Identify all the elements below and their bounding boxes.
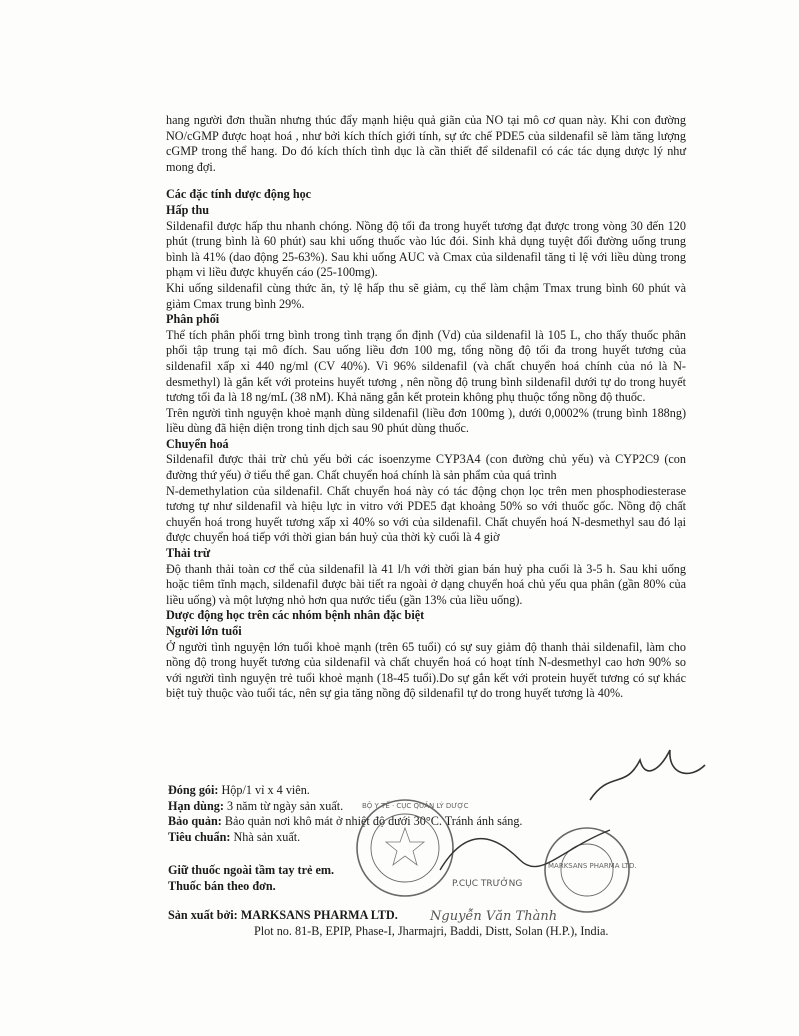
absorption-heading: Hấp thu (166, 202, 210, 217)
metabolism-heading: Chuyển hoá (166, 436, 229, 451)
manufacturer-label: Sản xuất bởi: (168, 908, 238, 922)
elderly-heading: Người lớn tuổi (166, 624, 242, 638)
special-populations-heading: Dược động học trên các nhóm bệnh nhân đặc biệt (166, 608, 425, 623)
manufacturer-line (168, 908, 398, 923)
distribution-paragraph-2: Trên người tình nguyện khoẻ mạnh dùng sildenafil (liều đơn 100mg ), dưới 0,0002% (trung bình 188ng) liều dùng đã hiện diện trong tinh dịch sau 90 phút dùng thuốc. (166, 405, 686, 436)
storage-label: Bảo quản: (168, 814, 222, 829)
intro-paragraph: hang người đơn thuần nhưng thúc đẩy mạnh hiệu quả giãn của NO tại mô cơ quan này. Khi con đường NO/cGMP được hoạt hoá , như bởi kích thích giới tính, sự ức chế PDE5 của sildenafil sẽ làm tăng lượng cGMP trong thể hang. Do đó kích thích tình dục là cần thiết để sildenafil có các tác dụng dược lý như mong đợi. (166, 113, 686, 174)
seal-left-text: BỘ Y TẾ · CỤC QUẢN LÝ DƯỢC (362, 802, 469, 810)
keep-away-warning: Giữ thuốc ngoài tầm tay trẻ em. (168, 863, 335, 878)
manufacturer-name: MARKSANS PHARMA LTD. (240, 908, 398, 922)
prescription-warning: Thuốc bán theo đơn. (168, 878, 276, 893)
packaging-label: Đóng gói: (168, 783, 219, 797)
expiry-label: Hạn dùng: (168, 798, 224, 813)
signer-role: P.CỤC TRƯỞNG (452, 879, 523, 889)
standard-value: Nhà sản xuất. (233, 829, 301, 844)
expiry-value: 3 năm từ ngày sản xuất. (226, 798, 344, 813)
distribution-paragraph-1: Thể tích phân phối trng bình trong tình trạng ổn định (Vd) của sildenafil là 105 L, cho thấy thuốc phân phối tập trung tại mô đích. Sau uống liều đơn 100 mg, tổng nồng độ tối đa trong huyết tương của sildenafil xấp xỉ 440 ng/ml (CV 40%). Vì 96% sildenafil (và chất chuyển hoá chính của nó là N-desmethyl) là gắn kết với proteins huyết tương , nên nồng độ trung bình sildenafil dưới tự do trong huyết tương tối đa là 18 ng/mL (38 nM). Khả năng gắn kết protein không phụ thuộc tổng nồng độ thuốc. (166, 327, 686, 405)
seal-right-text: MARKSANS PHARMA LTD. (548, 862, 637, 870)
storage-value: Bảo quản nơi khô mát ở nhiệt độ dưới 30°C. Tránh ánh sáng. (224, 814, 523, 829)
metabolism-paragraph-1: Sildenafil được thải trừ chủ yếu bởi các isoenzyme CYP3A4 (con đường chủ yếu) và CYP2C9 (con đường thứ yếu) ở tiểu thể gan. Chất chuyển hoá chính là sản phẩm của quá trình (166, 452, 686, 483)
excretion-paragraph: Độ thanh thải toàn cơ thể của sildenafil là 41 l/h với thời gian bán huỷ pha cuối là 3-5 h. Sau khi uống hoặc tiêm tĩnh mạch, sildenafil được bài tiết ra ngoài ở dạng chuyển hoá chủ yếu qua phân (gần 80% của liều uống) và một lượng nhỏ hơn qua nước tiểu (gần 13% của liều uống). (166, 561, 686, 607)
absorption-paragraph-2: Khi uống sildenafil cùng thức ăn, tỷ lệ hấp thu sẽ giảm, cụ thể làm chậm Tmax trung bình 60 phút và giảm Cmax trung bình 29%. (166, 280, 686, 311)
signer-name: Nguyễn Văn Thành (430, 909, 558, 924)
leaflet-body (166, 113, 686, 702)
packaging-line (168, 783, 688, 799)
product-info (168, 783, 688, 895)
storage-line (168, 814, 688, 830)
expiry-line (168, 799, 688, 815)
standard-line (168, 830, 688, 846)
standard-label: Tiêu chuẩn: (168, 829, 231, 844)
excretion-heading: Thải trừ (166, 546, 211, 561)
packaging-value: Hộp/1 vỉ x 4 viên. (221, 783, 310, 797)
manufacturer-address: Plot no. 81-B, EPIP, Phase-I, Jharmajri, Baddi, Distt, Solan (H.P.), India. (254, 924, 609, 938)
pk-heading: Các đặc tính dược động học (166, 187, 312, 202)
distribution-heading: Phân phối (166, 312, 220, 327)
metabolism-paragraph-2: N-demethylation của sildenafil. Chất chuyển hoá này có tác động chọn lọc trên men phosphodiesterase tương tự như sildenafil và hiệu lực in vitro với PDE5 đạt khoảng 50% so với thuốc gốc. Nồng độ chất chuyển hoá trong huyết tương xấp xỉ 40% so với của sildenafil. Chất chuyển hoá N-desmethyl sau đó lại được chuyển hoá tiếp với thời gian bán huỷ của thời kỳ cuối là 4 giờ (166, 483, 686, 545)
elderly-paragraph: Ở người tình nguyện lớn tuổi khoẻ mạnh (trên 65 tuổi) có sự suy giảm độ thanh thải sildenafil, làm cho nồng độ trong huyết tương của sildenafil và chất chuyển hoá có hoạt tính N-desmethyl cao hơn 90% so với người tình nguyện trẻ tuổi khoẻ mạnh (18-45 tuổi).Do sự gắn kết với protein huyết tương có sự khác biệt tuỳ thuộc vào tuổi tác, nên sự gia tăng nồng độ sildenafil tự do trong huyết tương là 40%. (166, 639, 686, 701)
absorption-paragraph-1: Sildenafil được hấp thu nhanh chóng. Nồng độ tối đa trong huyết tương đạt được trong vòng 30 đến 120 phút (trung bình là 60 phút) sau khi uống thuốc vào lúc đói. Sinh khả dụng tuyệt đối đường uống trung bình là 41% (dao động 25-63%). Sau khi uống AUC và Cmax của sildenafil tăng tỉ lệ với liều dùng trong phạm vi liều được khuyến cáo (25-100mg). (166, 218, 686, 280)
